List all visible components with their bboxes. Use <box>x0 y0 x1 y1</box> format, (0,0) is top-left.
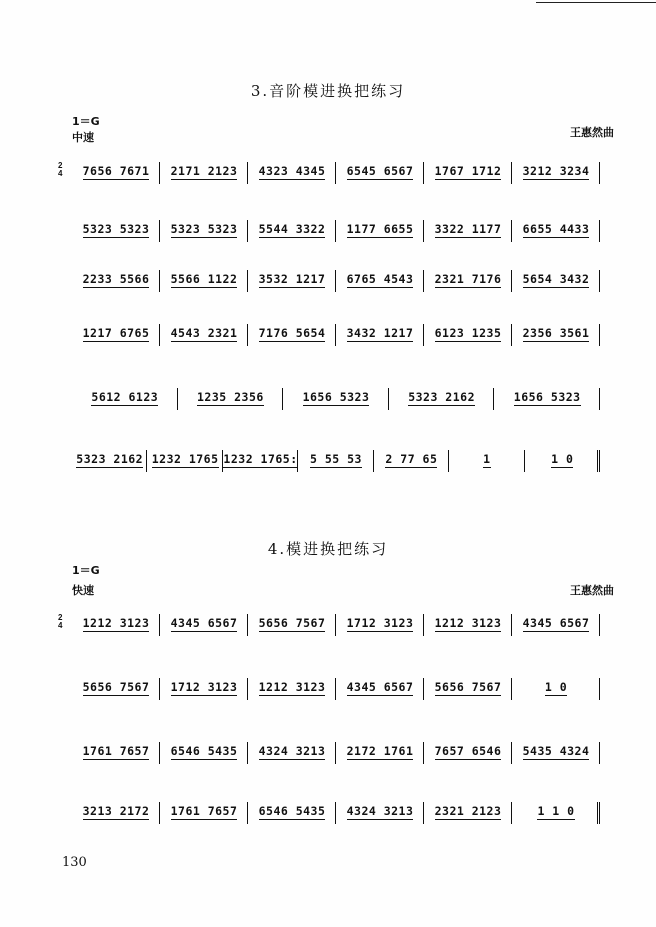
measure-notes: 1 <box>483 452 491 466</box>
top-rule <box>536 2 656 3</box>
measure-notes: 7176 5654 <box>258 326 326 340</box>
measure-notes: 2171 2123 <box>170 164 238 178</box>
measure-notes: 1212 3123 <box>82 616 150 630</box>
measure <box>525 448 600 472</box>
measure <box>374 448 449 472</box>
measure-notes: 2321 7176 <box>434 272 502 286</box>
page-number: 130 <box>62 855 87 870</box>
measure-notes: 5656 7567 <box>434 680 502 694</box>
measure <box>336 612 424 636</box>
measure <box>424 676 512 700</box>
measure-notes: 1656 5323 <box>302 390 370 404</box>
measure-notes: 1761 7657 <box>170 804 238 818</box>
measure-notes: 2356 3561 <box>522 326 590 340</box>
measure <box>223 448 298 472</box>
measure <box>248 800 336 824</box>
measure-notes: 5435 4324 <box>522 744 590 758</box>
measure <box>336 800 424 824</box>
measure-notes: 4345 6567 <box>170 616 238 630</box>
measure <box>336 218 424 242</box>
measure <box>336 268 424 292</box>
barline <box>599 678 600 700</box>
measure <box>178 386 284 410</box>
measure <box>424 800 512 824</box>
measure <box>424 268 512 292</box>
measure <box>283 386 389 410</box>
final-barline <box>597 802 603 824</box>
measure <box>160 612 248 636</box>
piece4-staff-line <box>60 740 600 780</box>
measure-notes: 6123 1235 <box>434 326 502 340</box>
final-barline <box>597 450 603 472</box>
measure <box>147 448 222 472</box>
measure-notes: 3532 1217 <box>258 272 326 286</box>
measure <box>72 268 160 292</box>
measure-notes: 4324 3213 <box>258 744 326 758</box>
measure-notes: 4345 6567 <box>522 616 590 630</box>
measure-notes: 1656 5323 <box>513 390 581 404</box>
measure-notes: 5544 3322 <box>258 222 326 236</box>
measure <box>72 800 160 824</box>
piece3-staff-line <box>60 322 600 362</box>
piece3-staff-line <box>60 218 600 258</box>
piece3-staff-line <box>60 386 600 426</box>
measure-notes: 1712 3123 <box>170 680 238 694</box>
measure-notes: 1232 1765 <box>151 452 219 466</box>
measure-notes: 1177 6655 <box>346 222 414 236</box>
measure <box>248 612 336 636</box>
barline <box>599 162 600 184</box>
measure <box>494 386 600 410</box>
measure <box>424 612 512 636</box>
barline <box>599 270 600 292</box>
measure <box>248 218 336 242</box>
measure <box>512 676 600 700</box>
measure-notes: 2321 2123 <box>434 804 502 818</box>
measure <box>248 160 336 184</box>
barline <box>599 614 600 636</box>
measure-notes: 6545 6567 <box>346 164 414 178</box>
barline <box>599 388 600 410</box>
measure <box>160 218 248 242</box>
measure-notes: 1 1 0 <box>537 804 575 818</box>
measure <box>298 448 373 472</box>
measure-notes: 4345 6567 <box>346 680 414 694</box>
measure-notes: 1235 2356 <box>196 390 264 404</box>
measure <box>160 268 248 292</box>
measure <box>512 322 600 346</box>
barline <box>599 220 600 242</box>
measure <box>424 218 512 242</box>
piece3-tempo: 中速 <box>72 131 94 144</box>
measure <box>160 800 248 824</box>
measure-notes: 1 0 <box>544 680 568 694</box>
measure <box>512 740 600 764</box>
time-signature: 2 4 <box>58 613 63 630</box>
measure-notes: 2172 1761 <box>346 744 414 758</box>
measure <box>248 676 336 700</box>
measure-notes: 7657 6546 <box>434 744 502 758</box>
measure <box>72 322 160 346</box>
piece4-tempo: 快速 <box>72 584 94 597</box>
measure <box>424 740 512 764</box>
piece4-composer: 王惠然曲 <box>570 584 614 597</box>
measure-notes: 1 0 <box>551 452 574 466</box>
measure-notes: 1212 3123 <box>434 616 502 630</box>
measure <box>72 612 160 636</box>
measure <box>160 740 248 764</box>
measure-notes: 1767 1712 <box>434 164 502 178</box>
measure <box>512 218 600 242</box>
piece4-key: 1＝G <box>72 564 100 577</box>
piece3-staff-line <box>60 160 600 200</box>
measure <box>389 386 495 410</box>
measure-notes: 3322 1177 <box>434 222 502 236</box>
measure <box>72 386 178 410</box>
measure-notes: 5654 3432 <box>522 272 590 286</box>
measure-notes: 5612 6123 <box>91 390 159 404</box>
measure-notes: 1761 7657 <box>82 744 150 758</box>
piece3-title: 3.音阶模进换把练习 <box>250 82 406 100</box>
measure-notes: 3432 1217 <box>346 326 414 340</box>
measure-notes: 6546 5435 <box>258 804 326 818</box>
measure-notes: 5656 7567 <box>258 616 326 630</box>
measure-notes: 5323 2162 <box>408 390 475 404</box>
piece3-staff-line <box>60 448 600 488</box>
measure <box>449 448 524 472</box>
measure <box>512 268 600 292</box>
measure <box>424 160 512 184</box>
measure-notes: 6765 4543 <box>346 272 414 286</box>
piece4-staff-line <box>60 612 600 652</box>
measure <box>512 800 600 824</box>
measure <box>424 322 512 346</box>
measure <box>72 676 160 700</box>
measure-notes: 5656 7567 <box>82 680 150 694</box>
measure-notes: 7656 7671 <box>82 164 150 178</box>
measure <box>72 218 160 242</box>
measure <box>248 268 336 292</box>
measure <box>160 322 248 346</box>
piece4-staff-line <box>60 676 600 716</box>
barline <box>599 324 600 346</box>
measure <box>248 322 336 346</box>
measure-notes: 2233 5566 <box>82 272 150 286</box>
measure-notes: 4324 3213 <box>346 804 414 818</box>
measure <box>72 448 147 472</box>
measure-notes: 6546 5435 <box>170 744 238 758</box>
measure <box>336 740 424 764</box>
measure-notes: 4323 4345 <box>258 164 326 178</box>
measure-notes: 5323 5323 <box>170 222 238 236</box>
measure <box>336 322 424 346</box>
measure-notes: 2 77 65 <box>385 452 438 466</box>
measure-notes: 5 55 53 <box>310 452 362 466</box>
measure <box>72 740 160 764</box>
measure <box>512 612 600 636</box>
measure-notes: 5323 5323 <box>82 222 150 236</box>
measure <box>336 160 424 184</box>
measure <box>160 160 248 184</box>
measure-notes: 5566 1122 <box>170 272 238 286</box>
piece3-key: 1＝G <box>72 115 100 128</box>
piece3-composer: 王惠然曲 <box>570 126 614 139</box>
piece4-title: 4.模进换把练习 <box>267 540 389 558</box>
measure-notes: 4543 2321 <box>170 326 238 340</box>
piece4-staff-line <box>60 800 600 840</box>
measure <box>72 160 160 184</box>
barline <box>599 742 600 764</box>
measure <box>512 160 600 184</box>
time-signature: 2 4 <box>58 161 63 178</box>
measure-notes: 3212 3234 <box>522 164 590 178</box>
measure <box>160 676 248 700</box>
measure <box>336 676 424 700</box>
measure-notes: 1217 6765 <box>82 326 150 340</box>
measure-notes: 6655 4433 <box>522 222 590 236</box>
measure-notes: 1212 3123 <box>258 680 326 694</box>
measure-notes: 1232 1765: <box>223 452 298 466</box>
measure <box>248 740 336 764</box>
measure-notes: 1712 3123 <box>346 616 414 630</box>
measure-notes: 3213 2172 <box>82 804 150 818</box>
piece3-staff-line <box>60 268 600 308</box>
measure-notes: 5323 2162 <box>76 452 144 466</box>
